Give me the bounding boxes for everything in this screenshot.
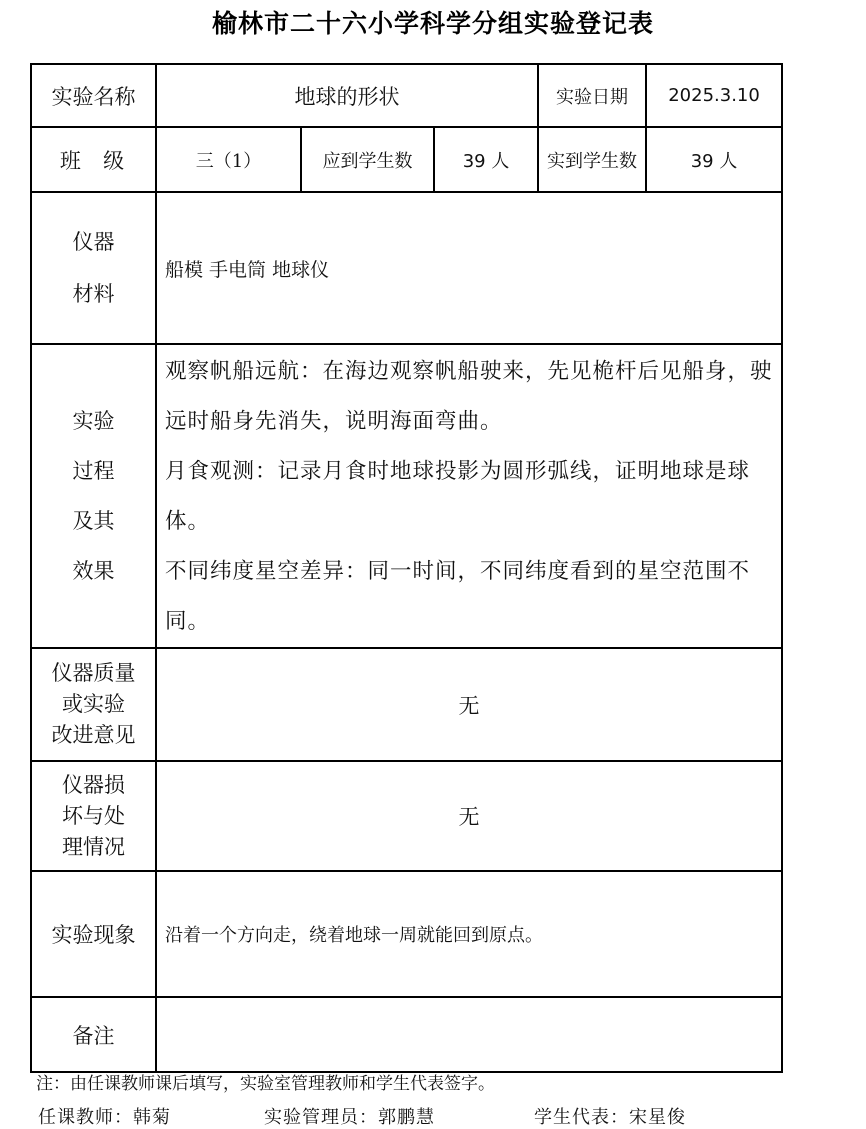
process-paragraph: 月食观测：记录月食时地球投影为圆形弧线，证明地球是球体。 bbox=[165, 459, 751, 534]
lab-manager-signature: 实验管理员：郭鹏慧 bbox=[264, 1107, 435, 1128]
process-paragraph: 不同纬度星空差异：同一时间，不同纬度看到的星空范围不同。 bbox=[165, 559, 751, 634]
row-experiment-name bbox=[31, 64, 782, 127]
student-rep-signature: 学生代表：宋星俊 bbox=[534, 1107, 686, 1128]
experiment-date-label: 实验日期 bbox=[538, 64, 646, 127]
quality-label: 仪器质量 或实验 改进意见 bbox=[31, 648, 156, 761]
row-phenomenon bbox=[31, 871, 782, 997]
experiment-record-table bbox=[30, 63, 783, 1073]
phenomenon-value: 沿着一个方向走，绕着地球一周就能回到原点。 bbox=[156, 871, 782, 997]
damage-label: 仪器损 坏与处 理情况 bbox=[31, 761, 156, 871]
class-value: 三（1） bbox=[156, 127, 301, 192]
row-quality bbox=[31, 648, 782, 761]
process-paragraph: 观察帆船远航：在海边观察帆船驶来，先见桅杆后见船身，驶远时船身先消失，说明海面弯曲。 bbox=[165, 359, 773, 434]
row-materials bbox=[31, 192, 782, 344]
row-damage bbox=[31, 761, 782, 871]
remarks-value bbox=[156, 997, 782, 1072]
experiment-name-label: 实验名称 bbox=[31, 64, 156, 127]
materials-value: 船模 手电筒 地球仪 bbox=[156, 192, 782, 344]
materials-label: 仪器 材料 bbox=[31, 192, 156, 344]
row-remarks bbox=[31, 997, 782, 1072]
teacher-signature: 任课教师：韩菊 bbox=[38, 1107, 171, 1128]
footnote: 注：由任课教师课后填写，实验室管理教师和学生代表签字。 bbox=[36, 1074, 495, 1094]
row-process bbox=[31, 344, 782, 648]
row-class-info bbox=[31, 127, 782, 192]
expected-students-label: 应到学生数 bbox=[301, 127, 434, 192]
actual-students-value: 39 人 bbox=[646, 127, 782, 192]
phenomenon-label: 实验现象 bbox=[31, 871, 156, 997]
expected-students-value: 39 人 bbox=[434, 127, 538, 192]
experiment-name-value: 地球的形状 bbox=[156, 64, 538, 127]
form-title: 榆林市二十六小学科学分组实验登记表 bbox=[211, 9, 654, 38]
process-value bbox=[156, 344, 782, 648]
remarks-label: 备注 bbox=[31, 997, 156, 1072]
experiment-date-value: 2025.3.10 bbox=[646, 64, 782, 127]
damage-value: 无 bbox=[156, 761, 782, 871]
quality-value: 无 bbox=[156, 648, 782, 761]
process-label: 实验 过程 及其 效果 bbox=[31, 344, 156, 648]
actual-students-label: 实到学生数 bbox=[538, 127, 646, 192]
class-label: 班 级 bbox=[31, 127, 156, 192]
